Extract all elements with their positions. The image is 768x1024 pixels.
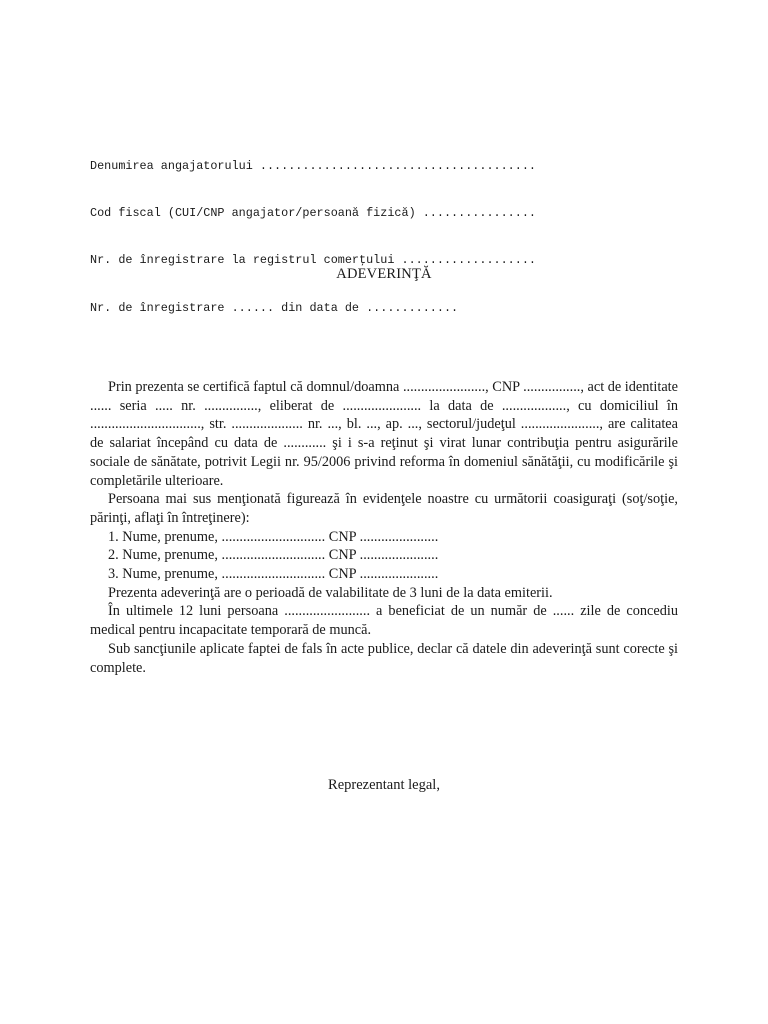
certificate-body	[90, 378, 678, 677]
document-title: ADEVERINŢĂ	[336, 266, 432, 282]
certification-paragraph: Prin prezenta se certifică faptul că domnul/doamna ......................., CNP ................, act de identitate ...... seria ..... nr. ..............., eliberat de ...................... la data de .................., cu domiciliul în ..............................., str. .................... nr. ..., bl. ..., ap. ..., sectorul/judeţul ......................, are calitatea de salariat începând cu data de ............ şi i s-a reţinut şi virat lunar contribuţia pentru asigurările sociale de sănătate, potrivit Legii nr. 95/2006 privind reforma în domeniul sănătăţii, cu modificările şi completările ulterioare.	[90, 379, 678, 489]
coinsured-intro-paragraph: Persoana mai sus menţionată figurează în evidenţele noastre cu următorii coasiguraţi (soţ/soţie, părinţi, aflaţi în întreţinere):	[90, 491, 678, 526]
coinsured-item-3: 3. Nume, prenume, ............................. CNP ......................	[108, 566, 439, 583]
coinsured-item-2: 2. Nume, prenume, ............................. CNP ......................	[108, 547, 439, 564]
validity-paragraph: Prezenta adeverinţă are o perioadă de valabilitate de 3 luni de la data emiterii.	[108, 584, 553, 601]
registration-number-line: Nr. de înregistrare ...... din data de .............	[90, 300, 459, 315]
legal-representative-label: Reprezentant legal,	[328, 777, 440, 793]
employer-header	[90, 127, 650, 332]
fiscal-code-line: Cod fiscal (CUI/CNP angajator/persoană fizică) ................	[90, 205, 536, 220]
trade-register-line: Nr. de înregistrare la registrul comerţului ...................	[90, 253, 536, 268]
coinsured-item-1: 1. Nume, prenume, ............................. CNP ......................	[108, 528, 439, 545]
declaration-paragraph: Sub sancţiunile aplicate faptei de fals în acte publice, declar că datele din adeverinţă sunt corecte şi complete.	[90, 640, 678, 676]
employer-name-line: Denumirea angajatorului .......................................	[90, 158, 536, 173]
medical-leave-paragraph: În ultimele 12 luni persoana ........................ a beneficiat de un număr de ...... zile de concediu medical pentru incapacitate temporară de muncă.	[90, 603, 678, 639]
